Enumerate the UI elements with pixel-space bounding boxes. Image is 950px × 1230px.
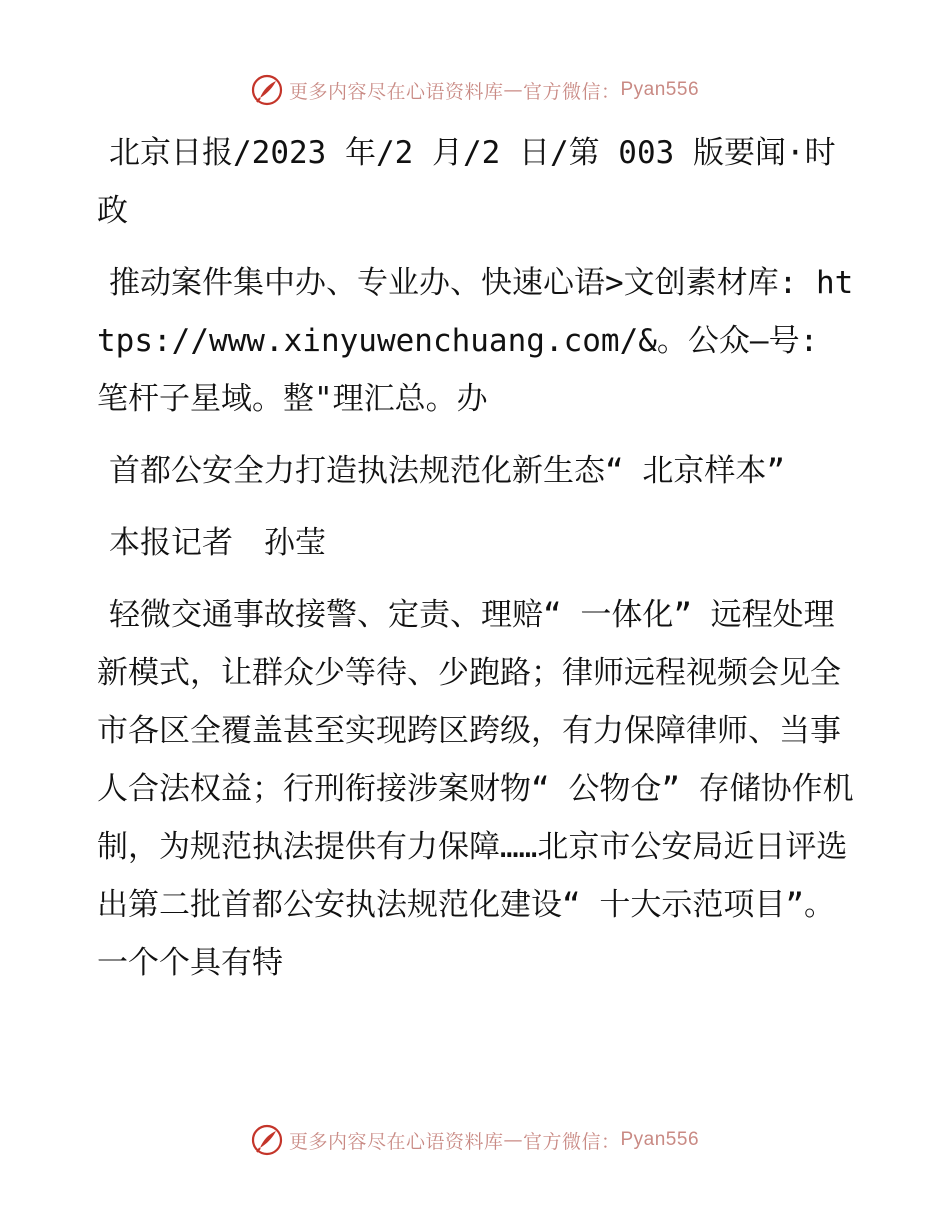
watermark-separator: —	[503, 1129, 523, 1151]
watermark-wechat-label: 官方微信：	[522, 80, 621, 103]
watermark-wechat-id: Pyan556	[620, 79, 700, 100]
source-line-text: 北京日报/2023 年/2 月/2 日/第 003 版要闻·时政	[97, 135, 836, 229]
promo-line-text: 推动案件集中办、专业办、快速心语>文创素材库: https://www.xinyuwenchuang.com/&。公众—号: 笔杆子星域。整"理汇总。办	[97, 265, 854, 417]
article	[97, 124, 857, 1006]
body-text: 轻微交通事故接警、定责、理赔“ 一体化” 远程处理新模式，让群众少等待、少跑路；律师远程视频会见全市各区全覆盖甚至实现跨区跨级，有力保障律师、当事人合法权益；行刑衔接涉案财物“ 公物仓” 存储协作机制，为规范执法提供有力保障……北京市公安局近日评选出第二批首都公安执法规范化建设“ 十大示范项目”。一个个具有特	[97, 597, 854, 981]
watermark-label: 更多内容尽在心语资料库	[288, 1130, 504, 1153]
byline	[97, 514, 857, 572]
article-headline	[97, 442, 857, 500]
watermark-wechat-label: 官方微信：	[522, 1130, 621, 1153]
source-line	[97, 124, 857, 240]
watermark-header	[0, 70, 950, 110]
byline-text: 本报记者 孙莹	[109, 525, 326, 561]
watermark-separator: —	[503, 79, 523, 101]
feather-quill-logo-icon	[251, 74, 283, 106]
feather-quill-logo-icon	[251, 1124, 283, 1156]
watermark-footer	[0, 1120, 950, 1160]
watermark-label: 更多内容尽在心语资料库	[288, 80, 504, 103]
article-body	[97, 586, 857, 992]
watermark-wechat-id: Pyan556	[620, 1129, 700, 1150]
headline-text: 首都公安全力打造执法规范化新生态“ 北京样本”	[109, 453, 785, 489]
promo-line	[97, 254, 857, 428]
